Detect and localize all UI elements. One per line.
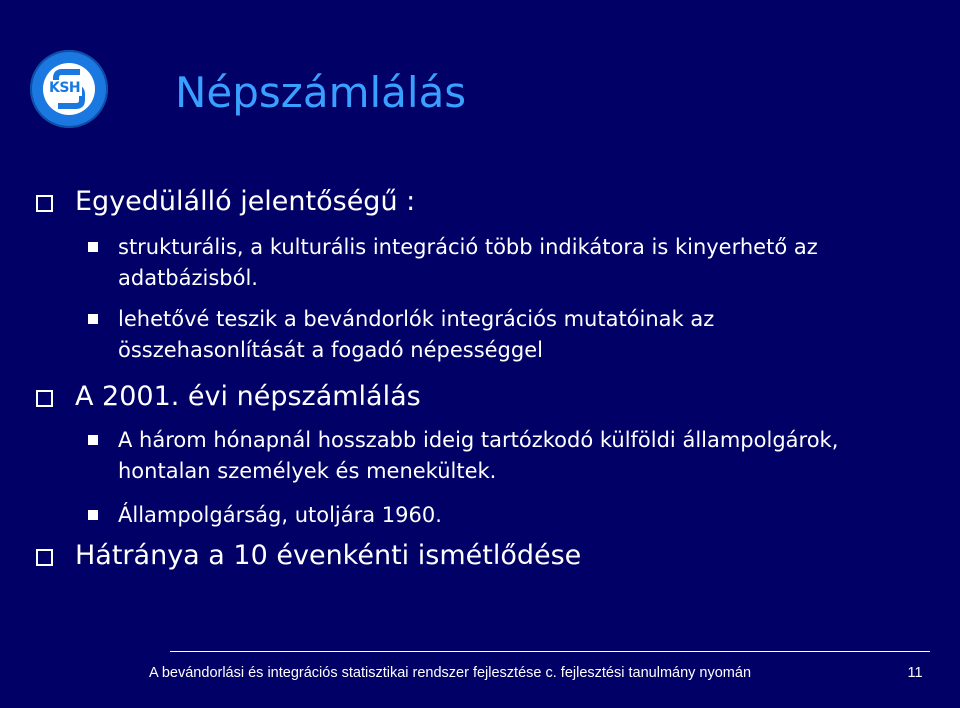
- footer-divider: [170, 651, 930, 652]
- sub-bullet-text: A három hónapnál hosszabb ideig tartózkodó külföldi állampolgárok, hontalan személyek és menekültek.: [118, 428, 839, 483]
- footer-text: A bevándorlási és integrációs statisztikai rendszer fejlesztése c. fejlesztési tanulmány nyomán: [148, 665, 752, 681]
- bullet-text: Egyedülálló jelentőségű :: [75, 186, 416, 217]
- filled-square-bullet-icon: [88, 242, 98, 252]
- filled-square-bullet-icon: [88, 314, 98, 324]
- filled-square-bullet-icon: [88, 435, 98, 445]
- sub-bullet-text: lehetővé teszik a bevándorlók integrációs mutatóinak az összehasonlítását a fogadó népességgel: [118, 307, 715, 362]
- hollow-square-bullet-icon: [36, 549, 53, 566]
- filled-square-bullet-icon: [88, 510, 98, 520]
- hollow-square-bullet-icon: [36, 390, 53, 407]
- logo-label: KSH: [49, 80, 81, 96]
- bullet-text: A 2001. évi népszámlálás: [75, 381, 421, 412]
- hollow-square-bullet-icon: [36, 195, 53, 212]
- sub-bullet-text: strukturális, a kulturális integráció több indikátora is kinyerhető az adatbázisból.: [118, 235, 818, 290]
- ksh-logo: [30, 50, 108, 128]
- bullet-text: Hátránya a 10 évenkénti ismétlődése: [75, 540, 582, 571]
- sub-bullet-text: Állampolgárság, utoljára 1960.: [118, 503, 442, 527]
- page-number: 11: [907, 665, 923, 681]
- slide-title: Népszámlálás: [175, 68, 467, 117]
